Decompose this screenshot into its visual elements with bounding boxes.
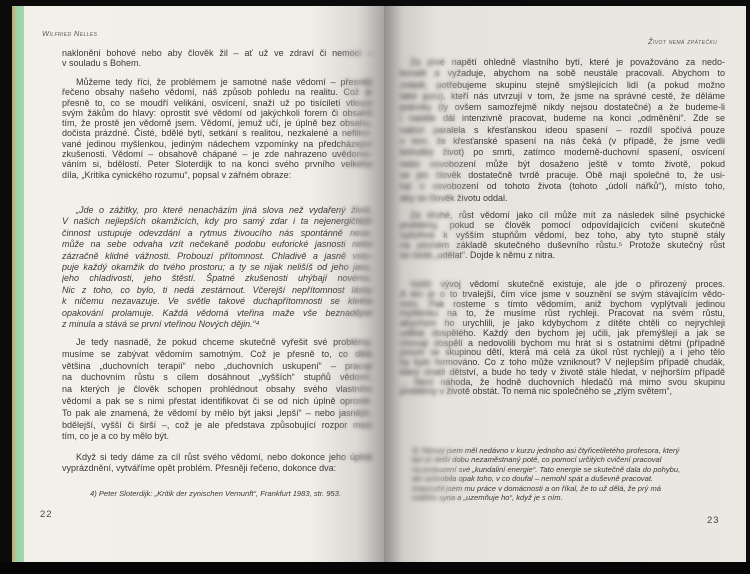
text-line: tím, že prostě jen vědomě jsem. Vědomí, jemuž učí, je úplně bez obsahu, <box>62 118 372 129</box>
text-line: v tom, že křesťanské spasení na nás čeká (v případě, že jsme vedli <box>400 136 725 147</box>
background-edge <box>0 562 750 574</box>
text-line: pokroky (ty ovšem samozřejmě nikdy nejsou dostatečné) a že budeme-li <box>400 102 725 113</box>
text-line: Nic z toho, co bylo, ti nedá zestárnout. Včerejší nepřítomnost lásky <box>62 284 372 295</box>
text-line: Je tedy nasnadě, že pokud chceme skutečně vyřešit své problémy, <box>76 337 372 347</box>
gutter-blur <box>334 6 384 562</box>
text-line: pouze se skupinou dětí, která má celá za úkol růst rychleji) a i jeho tělo <box>400 348 725 358</box>
text-line: V našich nejlepších okamžicích, kdy pro samý zdar i ta nejenergičtější <box>62 216 372 227</box>
text-line: opakování prolamuje. Každá vědomá vteřina maže vše beznadějné <box>62 307 372 318</box>
text-line: problémy v životě obstát. To nemá nic společného se „zlým světem“, <box>400 387 672 397</box>
text-line: udělat dospělého. Každý den bychom jej učili, jak přemýšlejí a jak se <box>400 328 725 338</box>
text-line: puje každý okamžik do tvého prostoru; a ty se nijak nelišíš od jeho jasu, <box>62 262 372 273</box>
footnote-line: byl už delší dobu nezaměstnaný poté, co pomocí určitých cvičení pracoval <box>412 455 662 465</box>
text-line: mím. Pak rosteme s tímto vědomím, aniž bychom vyplýtvali jedinou <box>400 299 725 309</box>
paragraph <box>62 77 372 180</box>
text-line: konalé a vyžaduje, abychom na sobě neustále pracovali. Abychom to <box>400 68 725 79</box>
text-line: myšlenku na to, že musíme růst rychleji. Pracovat na svém růstu, <box>400 309 725 319</box>
text-line: „Jde o zážitky, pro které nenacházím jiná slova než vydařený život. <box>76 205 372 215</box>
text-line: i nadále dál intenzivně pracovat, budeme na konci „odměněni“. Zde se <box>400 113 725 124</box>
text-line: vyprázdnění, vytváříme opět problém. Přesněji řečeno, dokonce dva: <box>62 462 337 473</box>
text-line: Za druhé, růst vědomí jako cíl může mít za následek silné psychické <box>410 210 725 220</box>
text-line: činnost ustupuje odevzdání a rytmus živoucího nás spontánně nese, <box>62 227 372 238</box>
block-quote <box>62 205 372 330</box>
paragraph <box>62 48 372 68</box>
text-line: se nedá „udělat“. Dojde k němu z nitra. <box>400 250 556 260</box>
text-line: lují o osvobození od tohoto života (tohoto „údolí nářků“), místo toho, <box>400 181 725 192</box>
text-line: chovají dospělí a nedovolili bychom mu hrát si s ostatními dětmi (případně <box>400 338 725 348</box>
running-head-title: Život nemá zpátečku <box>648 37 718 46</box>
text-line: Za prvé napětí ohledně vlastního bytí, které je považováno za nedo- <box>410 57 725 67</box>
text-line: z minula a stává se první vteřinou Nových dějin.“⁴ <box>62 319 260 330</box>
gutter-blur <box>384 6 474 562</box>
text-line: nebo osvobození může být dosaženo ještě v tomto životě, pokud <box>400 158 725 169</box>
text-line: díla, „Kritika cynického rozumu“, popsal v zářném obraze: <box>62 169 292 180</box>
text-line: Vyšší vývoj vědomí skutečně existuje, ale jde o přirozený proces. <box>410 280 725 289</box>
text-line: váním si, bdělostí. Peter Sloterdijk to na konci svého prvního velkého <box>62 159 372 170</box>
footnote-line: 5) Takový jsem měl nedávno v kurzu jednoho asi čtyřicetiletého profesora, který <box>412 446 680 455</box>
text-line: na duchovním růstu s cílem dosáhnout „vyšších“ stupňů vědomí, <box>62 372 372 383</box>
text-line: bdělejší, vyšší či širší –, což je ale představa způsobující rozpor mezi <box>62 419 372 430</box>
text-line: přesně to, co se moudří velikáni, osvícení, snaží už po tisíciletí vtlouct <box>62 97 372 108</box>
text-line: ... Není náhoda, že hodně duchovních hledačů má mimo svou skupinu <box>400 377 725 387</box>
text-line: který ztratil dětství, a bude ho tedy v životě stále hledat, v nejhorším případě <box>400 367 725 377</box>
text-line: k ničemu nezavazuje. Ve světle takové duchapřítomnosti se kletba <box>62 296 372 307</box>
text-line: musíme se zabývat vědomím samotným. Což je přesně to, co dělá <box>62 348 372 359</box>
text-line: zvládli, potřebujeme skupinu stejně smýšlejících lidí (a pokud možno <box>400 79 725 90</box>
text-line: na pevném základě skutečného duševního růstu.⁵ Protože skutečný růst <box>400 240 725 250</box>
text-line: nakloněni bohové nebo aby člověk žil – ať už ve zdraví či nemoci – <box>62 48 372 58</box>
text-line: zkušenosti. Vědomí – obsahově chápané – je zde nahrazeno uvědomo- <box>62 149 372 160</box>
text-line: abychom ho urychlili, je jako kdybychom z dítěte chtěli co nejrychleji <box>400 319 725 328</box>
right-page <box>384 6 746 562</box>
paragraph <box>62 337 372 443</box>
page-number: 23 <box>707 515 720 526</box>
text-line: jeho chladivosti, jeho štěstí. Špatné zkušenosti uhýbají novému. <box>62 273 372 284</box>
text-line: může na sebe odvaha vzít nečekaně podobu euforické jasnosti nebo <box>62 239 372 250</box>
book-edge <box>12 6 24 562</box>
paragraph <box>62 452 372 473</box>
text-line: řečeno obsahy našeho vědomí, náš způsob pohledu na realitu. Což je <box>62 87 372 98</box>
text-line: problémy, pokud se člověk pomocí odpovídajících cvičení skutečně <box>400 220 725 230</box>
text-line: Když si tedy dáme za cíl růst svého vědomí, nebo dokonce jeho úplné <box>76 452 372 462</box>
text-line: vědomí a pak se s nimi přestat identifikovat či se od nich úplně oprostit. <box>62 395 372 406</box>
footnote-line: ale způsobila opak toho, v co doufal – nemohl spát a duševně pracovat. <box>412 474 654 484</box>
footnote-line: malého syna a „uzemňuje ho“, když je s ním. <box>412 493 563 503</box>
text-line: by bylo formováno. Co z toho může vzniknout? V nejlepším případě chudák, <box>400 358 725 367</box>
running-head-author: Wilfried Nelles <box>42 29 98 38</box>
text-line: také guru), kteří nás utvrzují v tom, že jsme na správné cestě, že děláme <box>400 90 725 101</box>
text-line: bohulibý život) po smrti, zatímco moderně-duchovní spasení, osvícení <box>400 147 725 158</box>
text-line: vyšvihne k vyšším stupňům vědomí, bez toho, aby tyto stupně stály <box>400 230 725 240</box>
text-line: aby se člověk životu oddal. <box>400 192 508 203</box>
text-line: v souladu s Bohem. <box>62 58 142 68</box>
text-line: se jen člověk dostatečně tvrdě pracuje. Obě mají společné to, že usi- <box>400 169 725 180</box>
text-line: A ten je o to trvalejší, čím více jsme v souznění se svým stávajícím vědo- <box>400 289 725 299</box>
page-number: 22 <box>40 509 53 520</box>
text-line: To pak ale znamená, že vědomí by mělo být jaksi „lepší“ – nebo jasnější, <box>62 407 372 418</box>
footnote-line: na probuzení své „kundaliní energie“. Tato energie se skutečně dala do pohybu, <box>412 464 681 474</box>
text-line: svým žákům do hlavy: oprostit své vědomí od jakýchkoli forem či obsahů <box>62 107 372 118</box>
footnote-4: 4) Peter Sloterdijk: „Kritik der zynischen Vernunft“, Frankfurt 1983, str. 953. <box>90 489 341 498</box>
text-line: Můžeme tedy říci, že problémem je samotné naše vědomí – přesněji <box>76 77 372 87</box>
text-line: většina „duchovních terapií“ nebo „duchovních uskupení“ – pracují <box>62 360 372 371</box>
text-line: dočista prázdné. Čisté, bdělé bytí, setkání s realitou, nezkalené a nefiltro- <box>62 128 372 139</box>
text-line: nabízí paralela s křesťanskou ideou spasení – rozdíl spočívá pouze <box>400 124 725 135</box>
footnote-line: Doporučil jsem mu práce v domácnosti a on říkal, že to už dělá, že prý má <box>412 483 662 493</box>
text-line: tím, co je a co by mělo být. <box>62 431 170 442</box>
left-page <box>12 6 384 562</box>
text-line: vané jedinou myšlenkou, jediným nádechem vzpomínky na předcházející <box>62 138 372 149</box>
text-line: zázračně klidné vážnosti. Probouzí přítomnost. Chladivě a jasně vstu- <box>62 250 372 261</box>
text-line: na kterých je člověk schopen prohlédnout obsahy svého vlastního <box>62 384 372 395</box>
